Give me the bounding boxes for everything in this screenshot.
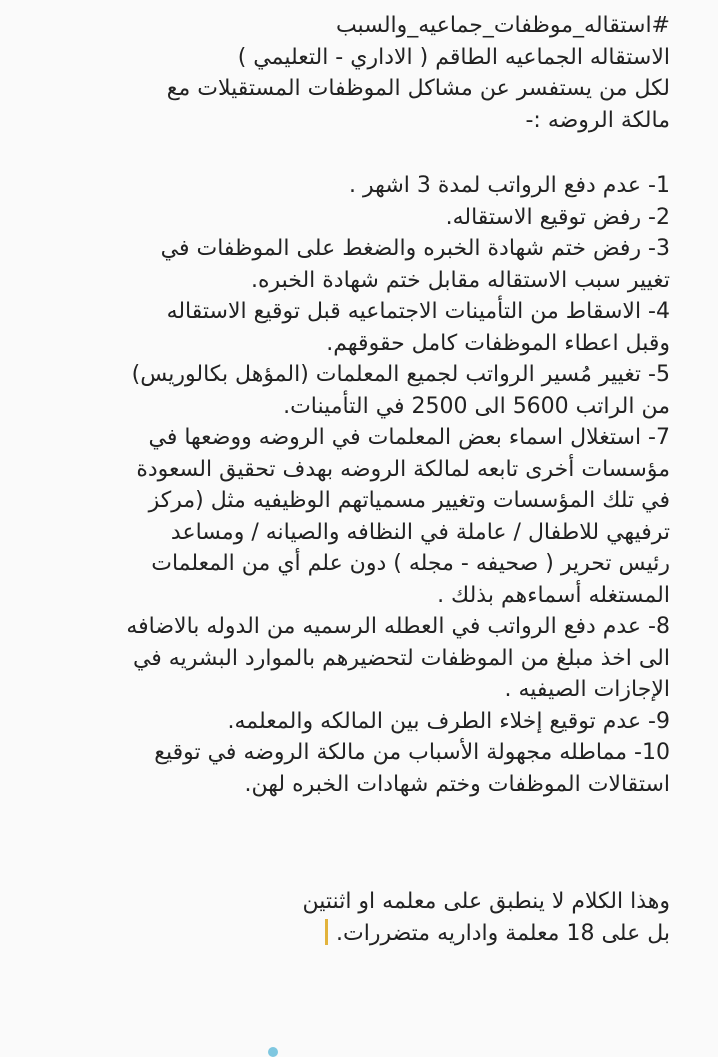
list-item-text: 10- مماطله مجهولة الأسباب من مالكة الروضه في توقيع bbox=[154, 740, 670, 765]
list-item bbox=[40, 611, 670, 706]
list-item-text: الى اخذ مبلغ من الموظفات لتحضيرهم بالموارد البشريه في bbox=[132, 645, 670, 671]
list-item-text: مؤسسات أخرى تابعه لمالكة الروضه بهدف تحقيق السعودة bbox=[136, 456, 670, 482]
subtitle: الاستقاله الجماعيه الطاقم ( الاداري - التعليمي ) bbox=[237, 44, 670, 70]
intro-line: مالكة الروضه :- bbox=[525, 107, 670, 133]
footer-block bbox=[40, 886, 670, 949]
footer-line-with-cursor[interactable] bbox=[40, 918, 670, 950]
list-item-text: 1- عدم دفع الرواتب لمدة 3 اشهر . bbox=[349, 173, 670, 198]
text-document[interactable] bbox=[40, 10, 670, 949]
list-item-text: وقبل اعطاء الموظفات كامل حقوقهم. bbox=[326, 330, 670, 356]
list-item bbox=[40, 359, 670, 422]
list-item-text: استقالات الموظفات وختم شهادات الخبره لهن. bbox=[244, 771, 670, 797]
list-item bbox=[40, 202, 670, 234]
list-item-text: 3- رفض ختم شهادة الخبره والضغط على الموظفات في bbox=[160, 236, 670, 261]
hashtag-title: #استقاله_موظفات_جماعيه_والسبب bbox=[335, 13, 670, 38]
blank-line bbox=[40, 136, 670, 170]
footer-line: وهذا الكلام لا ينطبق على معلمه او اثنتين bbox=[302, 889, 670, 914]
list-item-text: 8- عدم دفع الرواتب في العطله الرسميه من الدوله بالاضافه bbox=[126, 614, 670, 639]
reasons-list bbox=[40, 170, 670, 800]
list-item-text: تغيير سبب الاستقاله مقابل ختم شهادة الخبره. bbox=[250, 267, 670, 293]
list-item-text: في تلك المؤسسات وتغيير مسمياتهم الوظيفيه مثل (مركز bbox=[148, 488, 670, 513]
list-item bbox=[40, 737, 670, 800]
text-cursor bbox=[325, 919, 328, 945]
list-item bbox=[40, 170, 670, 202]
list-item bbox=[40, 296, 670, 359]
list-item bbox=[40, 422, 670, 611]
list-item-text: الإجازات الصيفيه . bbox=[504, 677, 670, 702]
list-item-text: 9- عدم توقيع إخلاء الطرف بين المالكه والمعلمه. bbox=[227, 708, 670, 734]
list-item-text: 4- الاسقاط من التأمينات الاجتماعيه قبل توقيع الاستقاله bbox=[166, 299, 670, 324]
list-item-text: ترفيهي للاطفال / عاملة في النظافه والصيانه / ومساعد bbox=[170, 519, 670, 545]
list-item-text: 2- رفض توقيع الاستقاله. bbox=[445, 204, 670, 230]
blank-line bbox=[40, 800, 670, 886]
cursor-handle-icon[interactable] bbox=[268, 1047, 278, 1057]
footer-line: بل على 18 معلمة واداريه متضررات. bbox=[336, 920, 670, 946]
list-item bbox=[40, 706, 670, 738]
list-item-text: 7- استغلال اسماء بعض المعلمات في الروضه ووضعها في bbox=[148, 425, 670, 450]
list-item-text: المستغله أسماءهم بذلك . bbox=[437, 582, 670, 608]
list-item-text: رئيس تحرير ( صحيفه - مجله ) دون علم أي من المعلمات bbox=[151, 551, 670, 576]
header-block bbox=[40, 10, 670, 136]
intro-line: لكل من يستفسر عن مشاكل الموظفات المستقيلات مع bbox=[166, 76, 670, 101]
list-item bbox=[40, 233, 670, 296]
list-item-text: من الراتب 5600 الى 2500 في التأمينات. bbox=[283, 393, 670, 419]
list-item-text: 5- تغيير مُسير الرواتب لجميع المعلمات (المؤهل بكالوريس) bbox=[131, 362, 670, 387]
